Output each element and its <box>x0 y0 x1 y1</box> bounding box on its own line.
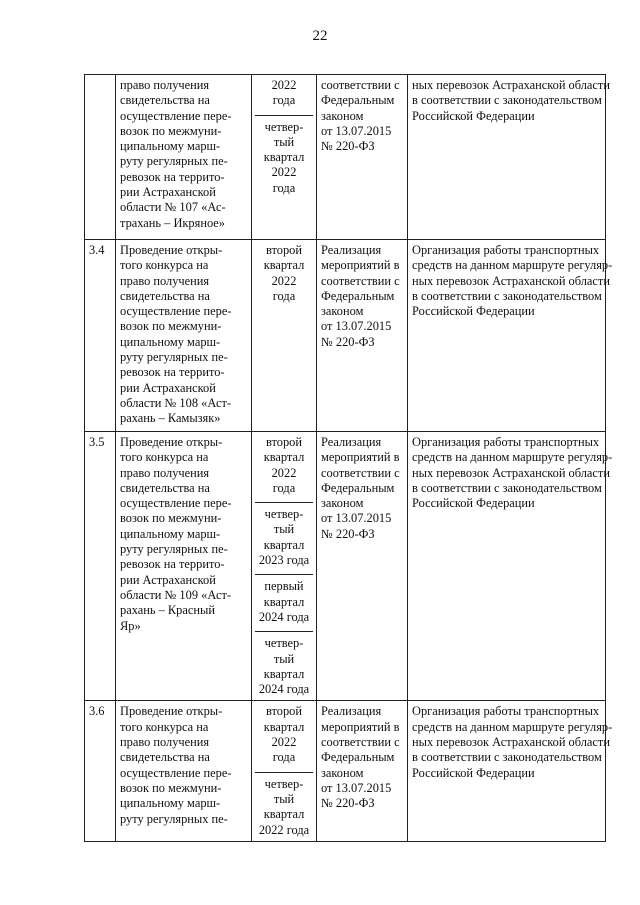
activity-name-line: возок по межмуни- <box>120 319 222 334</box>
deadline-line: второй <box>265 704 302 719</box>
deadline-line: 2023 года <box>258 553 310 568</box>
deadline-line: тый <box>273 522 295 537</box>
deadline-block <box>255 631 313 697</box>
activity-name <box>116 432 252 701</box>
activity-name-line: возок по межмуни- <box>120 511 222 526</box>
implementation-measure-line: № 220-ФЗ <box>321 334 375 349</box>
deadline <box>252 432 317 701</box>
deadline-block <box>255 704 313 765</box>
deadline-line: квартал <box>263 719 305 734</box>
activity-name-line: трахань – Икряное» <box>120 215 225 230</box>
activity-name-line: осуществление пере- <box>120 765 232 780</box>
implementation-measure-line: законом <box>321 765 364 780</box>
expected-result-line: ных перевозок Астраханской области <box>412 78 610 92</box>
deadline-line: первый <box>264 579 304 594</box>
page-number: 22 <box>312 28 328 44</box>
activity-name-line: руту регулярных пе- <box>120 154 228 169</box>
deadline-line: 2022 <box>271 465 297 480</box>
deadline-line: года <box>272 288 296 303</box>
expected-result <box>408 432 613 701</box>
expected-result-line: в соответствии с законодательством <box>412 288 602 303</box>
deadline-line: года <box>272 750 296 765</box>
implementation-measure-line: соответствии с <box>321 78 400 92</box>
deadline-line: 2024 года <box>258 609 310 624</box>
implementation-measure-line: № 220-ФЗ <box>321 526 375 541</box>
table-row <box>85 240 606 432</box>
expected-result-line: ных перевозок Астраханской области <box>412 465 610 480</box>
activity-name-line: того конкурса на <box>120 719 209 734</box>
activity-name-line: Проведение откры- <box>120 243 223 257</box>
activity-name-line: право получения <box>120 735 210 750</box>
expected-result-line: Российской Федерации <box>412 496 535 511</box>
plan-table <box>84 74 613 842</box>
expected-result <box>408 240 613 432</box>
activity-name-line: Яр» <box>120 618 141 633</box>
implementation-measure-line: Реализация <box>321 243 382 257</box>
implementation-measure-line: соответствии с <box>321 465 400 480</box>
implementation-measure <box>317 432 408 701</box>
activity-name-line: руту регулярных пе- <box>120 542 228 557</box>
implementation-measure-line: законом <box>321 496 364 511</box>
expected-result-line: в соответствии с законодательством <box>412 480 602 495</box>
deadline-line: года <box>272 93 296 108</box>
implementation-measure-line: мероприятий в <box>321 258 400 273</box>
deadline-line: 2022 года <box>258 822 310 837</box>
activity-name-line: право получения <box>120 78 210 92</box>
activity-name <box>116 240 252 432</box>
item-number: 3.4 <box>85 240 116 432</box>
deadline-line: квартал <box>263 150 305 165</box>
activity-name-line: Проведение откры- <box>120 704 223 719</box>
activity-name-line: осуществление пере- <box>120 108 232 123</box>
implementation-measure-line: от 13.07.2015 <box>321 123 392 138</box>
deadline-line: квартал <box>263 666 305 681</box>
activity-name-line: осуществление пере- <box>120 496 232 511</box>
activity-name-line: ципальному марш- <box>120 334 221 349</box>
deadline-line: второй <box>265 243 302 257</box>
implementation-measure-line: соответствии с <box>321 273 400 288</box>
deadline <box>252 240 317 432</box>
activity-name-line: области № 109 «Аст- <box>120 587 231 602</box>
deadline-line: второй <box>265 435 302 449</box>
implementation-measure-line: Федеральным <box>321 480 395 495</box>
expected-result-line: ных перевозок Астраханской области <box>412 273 610 288</box>
item-number: 3.6 <box>85 701 116 841</box>
deadline-line: года <box>272 480 296 495</box>
deadline <box>252 75 317 240</box>
item-number: 3.5 <box>85 432 116 701</box>
implementation-measure-line: законом <box>321 304 364 319</box>
deadline-line: четвер- <box>264 507 304 522</box>
activity-name-line: ципальному марш- <box>120 796 221 811</box>
expected-result <box>408 701 613 841</box>
activity-name-line: рии Астраханской <box>120 380 216 395</box>
deadline <box>252 701 317 841</box>
deadline-line: квартал <box>263 594 305 609</box>
deadline-line: квартал <box>263 537 305 552</box>
implementation-measure-line: законом <box>321 108 364 123</box>
activity-name-line: ревозок на террито- <box>120 169 225 184</box>
implementation-measure-line: Федеральным <box>321 93 395 108</box>
activity-name-line: рахань – Красный <box>120 603 215 618</box>
deadline-line: года <box>272 180 296 195</box>
item-number <box>85 75 116 240</box>
expected-result <box>408 75 610 240</box>
activity-name-line: свидетельства на <box>120 480 210 495</box>
deadline-line: четвер- <box>264 636 304 651</box>
activity-name-line: того конкурса на <box>120 258 209 273</box>
implementation-measure-line: мероприятий в <box>321 719 400 734</box>
activity-name-line: области № 108 «Аст- <box>120 395 231 410</box>
expected-result-line: в соответствии с законодательством <box>412 750 602 765</box>
expected-result-line: средств на данном маршруте регуляр- <box>412 258 613 273</box>
activity-name-line: право получения <box>120 465 210 480</box>
deadline-line: квартал <box>263 450 305 465</box>
activity-name-line: рии Астраханской <box>120 185 216 200</box>
activity-name-line: ципальному марш- <box>120 526 221 541</box>
activity-name-line: возок по межмуни- <box>120 780 222 795</box>
activity-name-line: осуществление пере- <box>120 304 232 319</box>
deadline-line: 2024 года <box>258 682 310 697</box>
implementation-measure-line: Реализация <box>321 704 382 719</box>
deadline-block <box>255 574 313 625</box>
activity-name-line: ревозок на террито- <box>120 365 225 380</box>
activity-name-line: того конкурса на <box>120 450 209 465</box>
expected-result-line: средств на данном маршруте регуляр- <box>412 450 613 465</box>
activity-name-line: руту регулярных пе- <box>120 350 228 365</box>
implementation-measure-line: от 13.07.2015 <box>321 319 392 334</box>
activity-name-line: руту регулярных пе- <box>120 811 228 826</box>
expected-result-line: Организация работы транспортных <box>412 704 600 719</box>
implementation-measure <box>317 240 408 432</box>
table-row <box>85 701 606 841</box>
activity-name-line: ревозок на террито- <box>120 557 225 572</box>
deadline-line: тый <box>273 791 295 806</box>
deadline-block <box>255 78 313 109</box>
implementation-measure-line: от 13.07.2015 <box>321 780 392 795</box>
table-row <box>85 432 606 701</box>
implementation-measure-line: соответствии с <box>321 735 400 750</box>
activity-name <box>116 701 252 841</box>
expected-result-line: Российской Федерации <box>412 765 535 780</box>
activity-name-line: области № 107 «Ас- <box>120 200 226 215</box>
activity-name-line: свидетельства на <box>120 93 210 108</box>
implementation-measure-line: № 220-ФЗ <box>321 796 375 811</box>
expected-result-line: Российской Федерации <box>412 108 535 123</box>
expected-result-line: Российской Федерации <box>412 304 535 319</box>
expected-result-line: в соответствии с законодательством <box>412 93 602 108</box>
deadline-line: четвер- <box>264 119 304 134</box>
activity-name <box>116 75 252 240</box>
expected-result-line: ных перевозок Астраханской области <box>412 735 610 750</box>
activity-name-line: ципальному марш- <box>120 139 221 154</box>
deadline-line: квартал <box>263 258 305 273</box>
deadline-line: четвер- <box>264 776 304 791</box>
activity-name-line: возок по межмуни- <box>120 123 222 138</box>
deadline-block <box>255 435 313 496</box>
implementation-measure-line: Федеральным <box>321 750 395 765</box>
activity-name-line: рии Астраханской <box>120 572 216 587</box>
implementation-measure-line: от 13.07.2015 <box>321 511 392 526</box>
plan-table-body <box>85 75 613 842</box>
deadline-block <box>255 502 313 568</box>
activity-name-line: свидетельства на <box>120 750 210 765</box>
deadline-block <box>255 772 313 838</box>
deadline-line: 2022 <box>271 735 297 750</box>
deadline-block <box>255 243 313 304</box>
implementation-measure-line: мероприятий в <box>321 450 400 465</box>
implementation-measure-line: Реализация <box>321 435 382 449</box>
implementation-measure-line: Федеральным <box>321 288 395 303</box>
deadline-block <box>255 115 313 196</box>
expected-result-line: средств на данном маршруте регуляр- <box>412 719 613 734</box>
deadline-line: квартал <box>263 807 305 822</box>
table-row <box>85 75 606 240</box>
deadline-line: тый <box>273 134 295 149</box>
deadline-line: 2022 <box>271 165 297 180</box>
expected-result-line: Организация работы транспортных <box>412 435 600 449</box>
deadline-line: 2022 <box>271 273 297 288</box>
implementation-measure <box>317 701 408 841</box>
implementation-measure <box>317 75 408 240</box>
activity-name-line: право получения <box>120 273 210 288</box>
activity-name-line: Проведение откры- <box>120 435 223 449</box>
implementation-measure-line: № 220-ФЗ <box>321 139 375 154</box>
expected-result-line: Организация работы транспортных <box>412 243 600 257</box>
activity-name-line: рахань – Камызяк» <box>120 411 221 426</box>
deadline-line: тый <box>273 651 295 666</box>
deadline-line: 2022 <box>271 78 297 92</box>
activity-name-line: свидетельства на <box>120 288 210 303</box>
